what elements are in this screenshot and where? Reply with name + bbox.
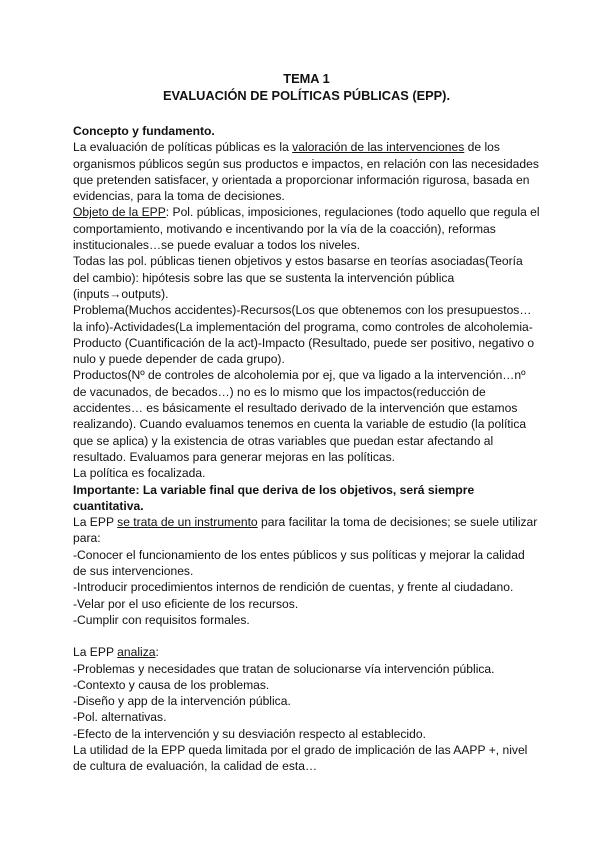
paragraph-focalized: La política es focalizada. [73, 466, 206, 481]
paragraph-chain: Problema(Muchos accidentes)-Recursos(Los que obtenemos con los presupuestos…la info)-Actividades(La implementación del programa, como controles de alcoholemia-Producto (Cuantificación de la act)-Impacto (Resultado, puede ser positivo, negativo o nulo y puede depender de cada grupo). [73, 303, 535, 367]
list-item: -Pol. alternativas. [73, 710, 167, 725]
list-item: -Velar por el uso eficiente de los recursos. [73, 596, 299, 611]
text-run: La evaluación de políticas públicas es la [73, 140, 293, 155]
list-item: -Contexto y causa de los problemas. [73, 677, 270, 692]
text-run: La EPP [73, 515, 118, 530]
paragraph-object [73, 204, 540, 253]
list-item: -Diseño y app de la intervención pública. [73, 694, 291, 709]
underlined-term: se trata de un instrumento [117, 515, 258, 530]
underlined-term: valoración de las intervenciones [292, 140, 465, 155]
paragraph-products: Productos(Nº de controles de alcoholemia por ej, que va ligado a la intervención…nº de vacunados, de becados…) no es lo mismo que los impactos(reducción de accidentes… es básicamente el resultado derivado de la intervención que estamos realizando). Cuando evaluamos tenemos en cuenta la variable de estudio (la política que se aplica) y la existencia de otras variables que puedan estar afectando al resultado. Evaluamos para generar mejoras en las políticas. [73, 368, 527, 464]
doc-title-topic: TEMA 1 [283, 71, 330, 86]
underlined-term: Objeto de la EPP [73, 205, 166, 220]
paragraph-instrument [73, 514, 540, 547]
list-item: -Efecto de la intervención y su desviación respecto al establecido. [73, 726, 426, 741]
list-item: -Cumplir con requisitos formales. [73, 612, 250, 627]
paragraph-spacer [73, 628, 540, 644]
text-run: : [155, 645, 159, 660]
list-item: -Introducir procedimientos internos de rendición de cuentas, y frente al ciudadano. [73, 580, 514, 595]
text-run: de los organismos públicos según sus productos e impactos, en relación con las necesidades que pretenden satisfacer, y orientada a proporcionar información rigurosa, basada en evidencias, para la toma de decisiones. [73, 140, 539, 204]
important-note: Importante: La variable final que deriva de los objetivos, será siempre cuantitativa. [73, 482, 475, 513]
paragraph-definition [73, 139, 540, 204]
doc-title-main: EVALUACIÓN DE POLÍTICAS PÚBLICAS (EPP). [163, 88, 450, 103]
text-run: para facilitar la toma de decisiones; se suele utilizar para: [73, 515, 538, 546]
paragraph-utility: La utilidad de la EPP queda limitada por el grado de implicación de las AAPP +, nivel de cultura de evaluación, la calidad de esta… [73, 742, 528, 774]
paragraph-analyzes [73, 644, 540, 660]
text-run: La EPP [73, 645, 118, 660]
text-run: : Pol. públicas, imposiciones, regulaciones (todo aquello que regula el comportamiento, motivando e incentivando por la vía de la coacción), reformas institucionales…se puede evaluar a todos los niveles. [73, 205, 540, 253]
paragraph-theory: Todas las pol. públicas tienen objetivos y estos basarse en teorías asociadas(Teoría del cambio): hipótesis sobre las que se sustenta la intervención pública (inputs→outputs). [73, 254, 523, 301]
underlined-term: analiza [117, 645, 156, 660]
list-item: -Problemas y necesidades que tratan de solucionarse vía intervención pública. [73, 661, 495, 676]
section-heading: Concepto y fundamento. [73, 124, 215, 138]
list-item: -Conocer el funcionamiento de los entes públicos y sus políticas y mejorar la calidad de sus intervenciones. [73, 547, 525, 579]
